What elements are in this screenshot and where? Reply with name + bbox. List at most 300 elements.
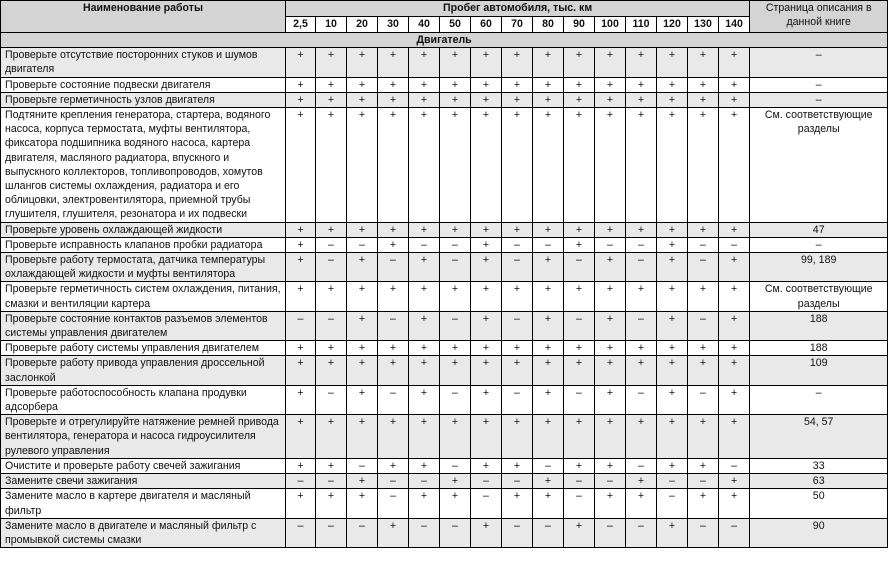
table-row [1,253,888,282]
mileage-mark: – [533,518,564,547]
km-column-header: 120 [657,17,688,33]
table-row [1,458,888,473]
km-column-header: 20 [347,17,378,33]
table-row [1,518,888,547]
mileage-mark: – [626,237,657,252]
km-column-header: 100 [595,17,626,33]
mileage-mark: + [626,474,657,489]
mileage-mark: + [626,415,657,459]
mileage-mark: + [378,108,409,223]
mileage-mark: + [378,458,409,473]
mileage-mark: + [688,92,719,107]
km-column-header: 10 [316,17,347,33]
mileage-mark: – [378,253,409,282]
mileage-mark: + [688,48,719,77]
mileage-mark: – [502,385,533,414]
mileage-mark: + [347,77,378,92]
page-reference: – [750,77,888,92]
table-row [1,489,888,518]
mileage-mark: + [533,356,564,385]
mileage-mark: – [347,458,378,473]
mileage-mark: + [595,341,626,356]
mileage-mark: – [316,518,347,547]
mileage-mark: + [471,282,502,311]
mileage-mark: – [286,474,316,489]
mileage-mark: + [409,77,440,92]
mileage-mark: + [533,282,564,311]
mileage-mark: + [347,222,378,237]
mileage-mark: + [564,222,595,237]
km-column-header: 50 [440,17,471,33]
mileage-mark: + [347,385,378,414]
mileage-mark: + [347,415,378,459]
mileage-mark: + [440,282,471,311]
km-column-header: 140 [719,17,750,33]
mileage-mark: + [502,415,533,459]
mileage-mark: – [347,518,378,547]
mileage-mark: + [595,311,626,340]
mileage-mark: + [688,341,719,356]
mileage-mark: + [564,356,595,385]
mileage-mark: + [626,341,657,356]
mileage-mark: – [440,385,471,414]
mileage-mark: – [378,474,409,489]
mileage-mark: – [502,518,533,547]
km-column-header: 60 [471,17,502,33]
table-row [1,77,888,92]
mileage-mark: + [440,77,471,92]
mileage-mark: + [316,458,347,473]
table-row [1,237,888,252]
mileage-mark: + [471,385,502,414]
mileage-mark: + [595,415,626,459]
mileage-mark: + [719,311,750,340]
mileage-mark: + [564,415,595,459]
mileage-mark: + [595,108,626,223]
mileage-mark: – [502,311,533,340]
mileage-mark: + [564,341,595,356]
mileage-mark: + [533,77,564,92]
mileage-mark: + [378,237,409,252]
mileage-mark: + [502,77,533,92]
mileage-mark: + [286,253,316,282]
mileage-mark: + [378,282,409,311]
work-description: Замените масло в двигателе и масляный фильтр с промывкой системы смазки [1,518,286,547]
mileage-mark: + [595,77,626,92]
mileage-mark: + [626,489,657,518]
mileage-mark: + [316,48,347,77]
mileage-mark: + [347,356,378,385]
mileage-mark: + [564,77,595,92]
mileage-mark: + [688,77,719,92]
mileage-mark: + [719,341,750,356]
mileage-mark: + [316,108,347,223]
mileage-mark: + [657,458,688,473]
mileage-mark: + [347,311,378,340]
mileage-header: Пробег автомобиля, тыс. км [286,1,750,17]
work-description: Проверьте и отрегулируйте натяжение ремней привода вентилятора, генератора и насоса гидроусилителя рулевого управления [1,415,286,459]
mileage-mark: + [286,282,316,311]
km-column-header: 40 [409,17,440,33]
mileage-mark: + [657,518,688,547]
mileage-mark: + [440,356,471,385]
mileage-mark: – [564,311,595,340]
mileage-mark: + [626,282,657,311]
work-description: Проверьте уровень охлаждающей жидкости [1,222,286,237]
mileage-mark: – [440,311,471,340]
work-description: Очистите и проверьте работу свечей зажигания [1,458,286,473]
table-row [1,385,888,414]
mileage-mark: + [657,48,688,77]
mileage-mark: + [378,415,409,459]
mileage-mark: + [471,253,502,282]
mileage-mark: + [378,222,409,237]
mileage-mark: – [286,311,316,340]
page-reference: – [750,48,888,77]
mileage-mark: + [502,458,533,473]
mileage-mark: + [471,341,502,356]
mileage-mark: + [719,108,750,223]
page-reference: 54, 57 [750,415,888,459]
mileage-mark: – [657,489,688,518]
page-reference: 50 [750,489,888,518]
table-row [1,415,888,459]
page-reference: – [750,237,888,252]
mileage-mark: + [347,474,378,489]
mileage-mark: + [316,92,347,107]
mileage-mark: – [626,458,657,473]
table-row [1,92,888,107]
work-description: Проверьте герметичность систем охлаждения, питания, смазки и вентиляции картера [1,282,286,311]
mileage-mark: + [286,48,316,77]
mileage-mark: – [626,385,657,414]
page-reference: См. соответствующие разделы [750,282,888,311]
mileage-mark: – [440,253,471,282]
mileage-mark: – [409,518,440,547]
work-description: Подтяните крепления генератора, стартера, водяного насоса, корпуса термостата, муфты вентилятора, фиксатора подшипника водяного насоса, картера двигателя, масляного радиатора, впускного и выпускного коллекторов, топливопроводов, хомутов шлангов системы охлаждения, радиатора и его облицовки, электровентилятора, приемной трубы глушителя, глушителя, резонатора и их подвески [1,108,286,223]
mileage-mark: + [409,48,440,77]
mileage-mark: – [502,253,533,282]
mileage-mark: – [378,311,409,340]
mileage-mark: – [626,311,657,340]
mileage-mark: + [657,341,688,356]
mileage-mark: + [316,415,347,459]
mileage-mark: + [440,489,471,518]
mileage-mark: – [564,489,595,518]
mileage-mark: + [378,48,409,77]
mileage-mark: + [347,282,378,311]
mileage-mark: + [471,77,502,92]
page-reference: 99, 189 [750,253,888,282]
mileage-mark: + [533,385,564,414]
work-description: Проверьте исправность клапанов пробки радиатора [1,237,286,252]
mileage-mark: – [533,458,564,473]
page-reference: 63 [750,474,888,489]
mileage-mark: – [688,518,719,547]
work-description: Проверьте работу привода управления дроссельной заслонкой [1,356,286,385]
table-row [1,356,888,385]
work-description: Проверьте работу системы управления двигателем [1,341,286,356]
km-column-header: 2,5 [286,17,316,33]
mileage-mark: + [471,222,502,237]
mileage-mark: + [719,92,750,107]
table-row [1,311,888,340]
mileage-mark: + [502,356,533,385]
mileage-mark: – [688,311,719,340]
mileage-mark: + [440,222,471,237]
mileage-mark: + [502,108,533,223]
mileage-mark: + [626,108,657,223]
mileage-mark: + [719,222,750,237]
mileage-mark: + [533,253,564,282]
work-description: Проверьте герметичность узлов двигателя [1,92,286,107]
mileage-mark: – [595,474,626,489]
mileage-mark: + [316,356,347,385]
mileage-mark: – [533,237,564,252]
mileage-mark: + [316,222,347,237]
mileage-mark: – [595,237,626,252]
mileage-mark: – [502,237,533,252]
table-row [1,282,888,311]
mileage-mark: + [719,77,750,92]
mileage-mark: – [657,474,688,489]
mileage-mark: + [502,282,533,311]
mileage-mark: – [440,458,471,473]
table-row [1,474,888,489]
mileage-mark: + [471,311,502,340]
mileage-mark: – [471,489,502,518]
mileage-mark: – [564,385,595,414]
mileage-mark: + [595,282,626,311]
mileage-mark: + [286,108,316,223]
page-reference: 90 [750,518,888,547]
mileage-mark: + [471,108,502,223]
km-column-header: 90 [564,17,595,33]
mileage-mark: – [688,474,719,489]
mileage-mark: + [533,341,564,356]
table-row [1,341,888,356]
page-reference: 188 [750,311,888,340]
mileage-mark: – [378,385,409,414]
table-row [1,48,888,77]
mileage-mark: + [533,108,564,223]
mileage-mark: + [657,415,688,459]
mileage-mark: + [409,356,440,385]
mileage-mark: + [286,92,316,107]
mileage-mark: – [564,474,595,489]
km-column-header: 110 [626,17,657,33]
mileage-mark: + [471,458,502,473]
mileage-mark: + [564,282,595,311]
mileage-mark: + [347,108,378,223]
mileage-mark: + [719,474,750,489]
mileage-mark: + [502,341,533,356]
mileage-mark: + [409,489,440,518]
mileage-mark: + [657,237,688,252]
mileage-mark: + [564,108,595,223]
mileage-mark: + [657,108,688,223]
mileage-mark: + [688,458,719,473]
mileage-mark: + [533,92,564,107]
mileage-mark: + [409,282,440,311]
mileage-mark: + [657,92,688,107]
mileage-mark: – [378,489,409,518]
mileage-mark: – [688,253,719,282]
mileage-mark: + [688,222,719,237]
mileage-mark: – [440,237,471,252]
mileage-mark: + [719,48,750,77]
mileage-mark: + [440,341,471,356]
mileage-mark: + [595,489,626,518]
mileage-mark: + [595,222,626,237]
mileage-mark: + [286,341,316,356]
mileage-mark: – [564,253,595,282]
mileage-mark: + [316,77,347,92]
mileage-mark: + [409,341,440,356]
mileage-mark: + [471,92,502,107]
mileage-mark: + [719,415,750,459]
mileage-mark: + [286,77,316,92]
mileage-mark: – [502,474,533,489]
mileage-mark: + [440,415,471,459]
mileage-mark: + [564,458,595,473]
mileage-mark: + [378,518,409,547]
mileage-mark: – [440,518,471,547]
page-reference: – [750,385,888,414]
mileage-mark: + [533,48,564,77]
mileage-mark: + [719,385,750,414]
mileage-mark: + [595,356,626,385]
mileage-mark: + [286,237,316,252]
mileage-mark: + [595,458,626,473]
mileage-mark: – [316,474,347,489]
mileage-mark: + [347,253,378,282]
km-column-header: 70 [502,17,533,33]
work-description: Проверьте работоспособность клапана продувки адсорбера [1,385,286,414]
mileage-mark: + [378,341,409,356]
mileage-mark: + [595,48,626,77]
mileage-mark: + [409,108,440,223]
mileage-mark: + [286,385,316,414]
mileage-mark: – [719,518,750,547]
mileage-mark: + [564,48,595,77]
mileage-mark: – [688,385,719,414]
mileage-mark: + [688,282,719,311]
km-column-header: 80 [533,17,564,33]
mileage-mark: + [533,415,564,459]
mileage-mark: – [719,237,750,252]
mileage-mark: – [286,518,316,547]
mileage-mark: + [626,356,657,385]
mileage-mark: + [657,282,688,311]
mileage-mark: + [719,253,750,282]
mileage-mark: + [688,489,719,518]
work-name-header: Наименование работы [1,1,286,33]
mileage-mark: + [626,48,657,77]
mileage-mark: + [471,518,502,547]
mileage-mark: + [502,92,533,107]
mileage-mark: + [533,474,564,489]
work-description: Замените масло в картере двигателя и масляный фильтр [1,489,286,518]
mileage-mark: + [316,489,347,518]
mileage-mark: – [471,474,502,489]
mileage-mark: + [564,92,595,107]
mileage-mark: + [471,237,502,252]
mileage-mark: + [595,92,626,107]
section-header-engine: Двигатель [1,33,888,48]
mileage-mark: + [595,385,626,414]
mileage-mark: + [657,222,688,237]
mileage-mark: + [502,222,533,237]
mileage-mark: + [286,415,316,459]
mileage-mark: – [688,237,719,252]
mileage-mark: – [316,237,347,252]
mileage-mark: + [409,253,440,282]
mileage-mark: + [626,92,657,107]
page-reference: 109 [750,356,888,385]
mileage-mark: + [688,356,719,385]
mileage-mark: + [626,222,657,237]
mileage-mark: + [595,253,626,282]
mileage-mark: + [316,341,347,356]
mileage-mark: + [440,474,471,489]
page-reference: См. соответствующие разделы [750,108,888,223]
table-row [1,108,888,223]
mileage-mark: – [316,311,347,340]
work-description: Проверьте работу термостата, датчика температуры охлаждающей жидкости и муфты вентилятора [1,253,286,282]
mileage-mark: + [378,356,409,385]
work-description: Проверьте состояние подвески двигателя [1,77,286,92]
page-reference: 188 [750,341,888,356]
mileage-mark: + [502,489,533,518]
mileage-mark: + [657,311,688,340]
mileage-mark: – [409,237,440,252]
mileage-mark: + [471,48,502,77]
mileage-mark: + [409,92,440,107]
mileage-mark: + [286,222,316,237]
mileage-mark: + [378,92,409,107]
mileage-mark: + [347,92,378,107]
mileage-mark: + [688,415,719,459]
page-reference: 47 [750,222,888,237]
mileage-mark: + [533,489,564,518]
mileage-mark: + [471,356,502,385]
mileage-mark: + [533,222,564,237]
mileage-mark: – [409,474,440,489]
page-reference: 33 [750,458,888,473]
table-row [1,222,888,237]
work-description: Проверьте состояние контактов разъемов элементов системы управления двигателем [1,311,286,340]
mileage-mark: + [409,385,440,414]
mileage-mark: – [626,253,657,282]
mileage-mark: + [286,458,316,473]
mileage-mark: + [688,108,719,223]
mileage-mark: + [316,282,347,311]
mileage-mark: + [440,92,471,107]
mileage-mark: + [347,341,378,356]
mileage-mark: – [347,237,378,252]
mileage-mark: + [719,282,750,311]
mileage-mark: + [564,237,595,252]
mileage-mark: + [626,77,657,92]
mileage-mark: + [440,48,471,77]
mileage-mark: + [657,385,688,414]
mileage-mark: + [409,311,440,340]
mileage-mark: – [719,458,750,473]
mileage-mark: + [719,489,750,518]
mileage-mark: – [316,253,347,282]
mileage-mark: + [657,356,688,385]
